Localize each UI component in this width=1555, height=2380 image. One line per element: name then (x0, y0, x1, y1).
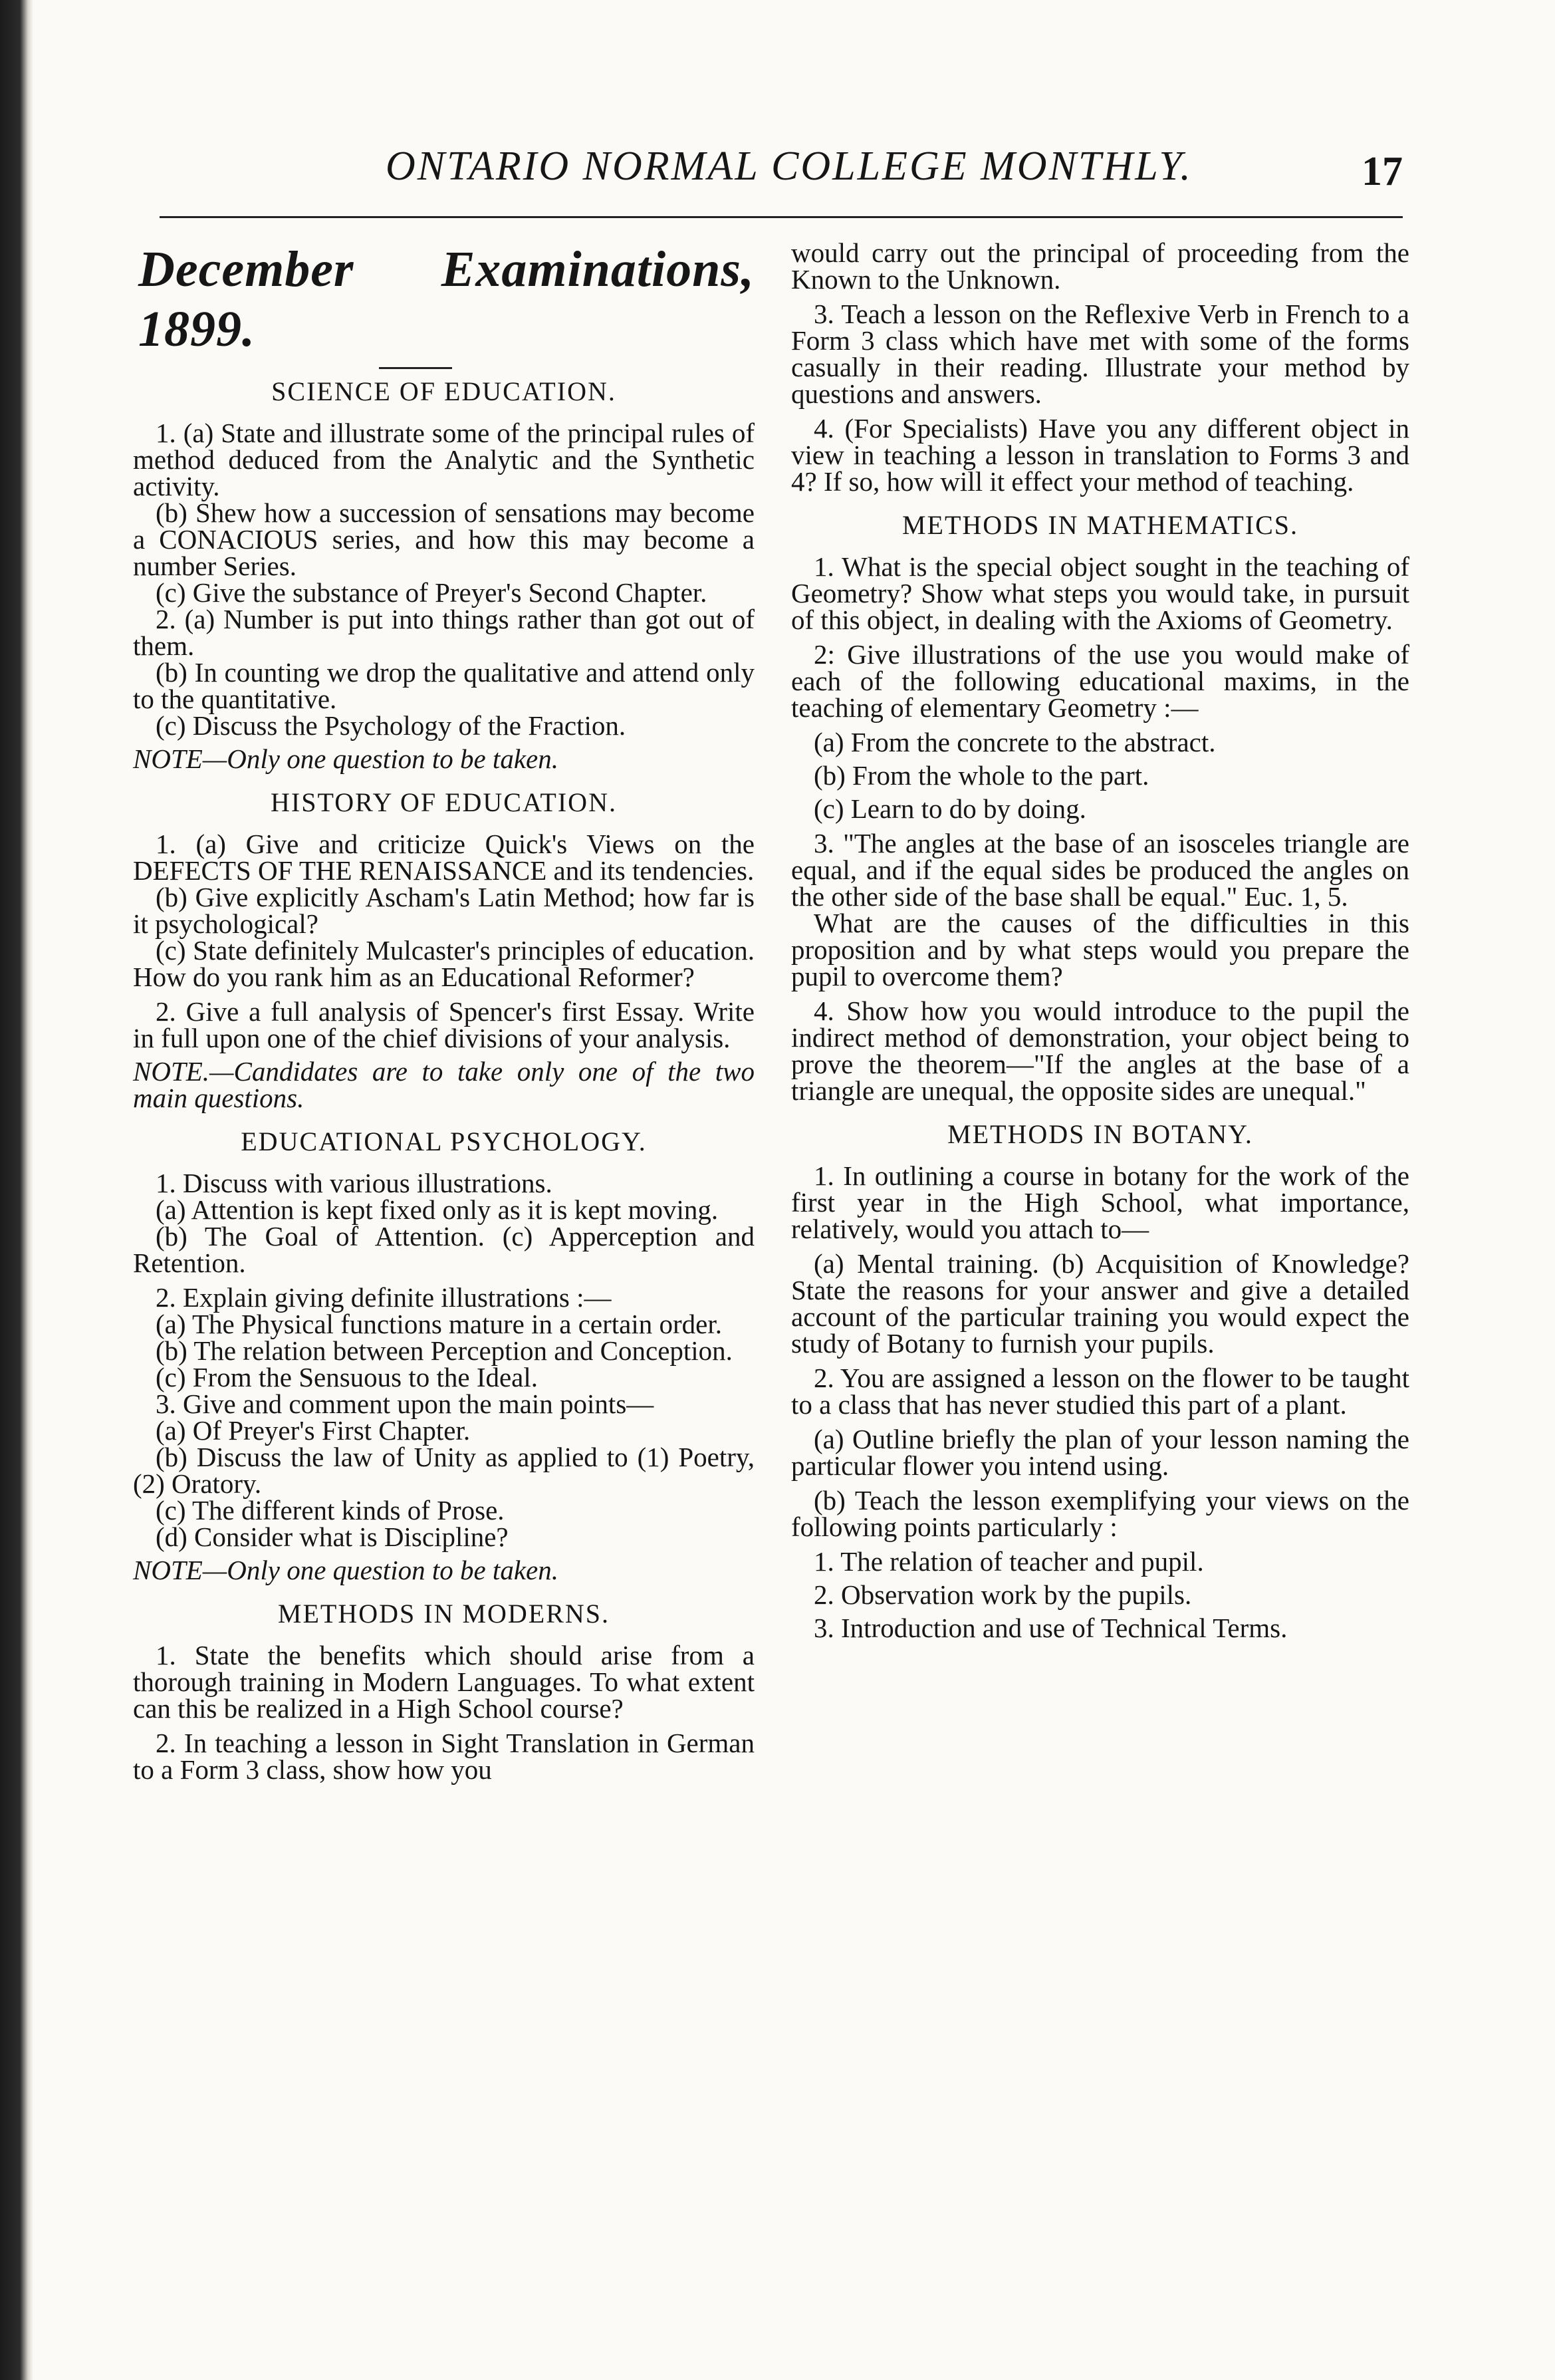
section-heading-history-of-education: HISTORY OF EDUCATION. (271, 787, 617, 817)
points-list (791, 1548, 1409, 1641)
question-paragraph: 1. (a) State and illustrate some of the principal rules of method deduced from the Analytic and the Synthetic activity. (133, 418, 755, 501)
page-number: 17 (1362, 149, 1403, 194)
note: NOTE—Only one question to be taken. (133, 743, 558, 774)
question-paragraph: (b) Shew how a succession of sensations may become a CONACIOUS series, and how this may become a number Series. (133, 497, 755, 581)
exam-title: December Examinations, 1899. (138, 241, 755, 357)
question-paragraph: 1. Discuss with various illustrations. (156, 1168, 552, 1198)
maxims-list (791, 729, 1409, 822)
section-heading-methods-in-mathematics: METHODS IN MATHEMATICS. (901, 510, 1299, 540)
section-heading-science-of-education: SCIENCE OF EDUCATION. (271, 376, 616, 406)
question-paragraph: 1. What is the special object sought in the teaching of Geometry? Show what steps you would take, in pursuit of this object, in dealing with the Axioms of Geometry. (791, 551, 1409, 635)
question-paragraph: (b) The Goal of Attention. (c) Apperception and Retention. (133, 1221, 755, 1278)
list-item: (c) Learn to do by doing. (814, 793, 1086, 824)
title-rule (379, 367, 452, 369)
question-paragraph: 2. You are assigned a lesson on the flower to be taught to a class that has never studied this part of a plant. (791, 1363, 1409, 1420)
list-item: (b) From the whole to the part. (814, 760, 1149, 791)
section-heading-methods-in-botany: METHODS IN BOTANY. (947, 1119, 1253, 1149)
question-paragraph: (a) Of Preyer's First Chapter. (156, 1415, 471, 1446)
question-paragraph: 3. "The angles at the base of an isosceles triangle are equal, and if the equal sides be produced the angles on the other side of the base shall be equal." Euc. 1, 5. (791, 828, 1409, 912)
question-paragraph: (d) Consider what is Discipline? (156, 1521, 509, 1552)
question-paragraph: 4. (For Specialists) Have you any different object in view in teaching a lesson in translation to Forms 3 and 4? If so, how will it effect your method of teaching. (791, 413, 1409, 497)
question-paragraph: (c) Give the substance of Preyer's Second Chapter. (156, 577, 707, 608)
question-paragraph: 3. Give and comment upon the main points— (156, 1388, 654, 1419)
question-paragraph: (a) Attention is kept fixed only as it is kept moving. (156, 1194, 719, 1225)
question-paragraph: (a) The Physical functions mature in a certain order. (156, 1309, 722, 1339)
question-paragraph: (b) In counting we drop the qualitative and attend only to the quantitative. (133, 657, 755, 714)
question-paragraph: 4. Show how you would introduce to the pupil the indirect method of demonstration, your object being to prove the theorem—"If the angles at the base of a triangle are unequal, the opposite sides are unequal." (791, 995, 1409, 1106)
question-paragraph: (a) Outline briefly the plan of your lesson naming the particular flower you intend using. (791, 1424, 1409, 1481)
note: NOTE—Only one question to be taken. (133, 1555, 558, 1585)
question-paragraph: (c) Discuss the Psychology of the Fraction. (156, 710, 626, 741)
question-paragraph: 2: Give illustrations of the use you would make of each of the following educational maxims, in the teaching of elementary Geometry :— (791, 639, 1409, 723)
question-paragraph: (c) From the Sensuous to the Ideal. (156, 1362, 538, 1392)
running-title: ONTARIO NORMAL COLLEGE MONTHLY. (386, 144, 1193, 189)
question-paragraph: 2. (a) Number is put into things rather than got out of them. (133, 604, 755, 661)
question-paragraph: (b) Discuss the law of Unity as applied to (1) Poetry, (2) Oratory. (133, 1442, 755, 1499)
question-paragraph: (c) State definitely Mulcaster's principles of education. How do you rank him as an Educational Reformer? (133, 935, 755, 992)
question-paragraph: 1. In outlining a course in botany for the work of the first year in the High School, what importance, relatively, would you attach to— (791, 1160, 1409, 1244)
note: NOTE.—Candidates are to take only one of the two main questions. (133, 1056, 755, 1113)
question-paragraph: 2. Give a full analysis of Spencer's first Essay. Write in full upon one of the chief divisions of your analysis. (133, 996, 755, 1053)
list-item: 1. The relation of teacher and pupil. (814, 1546, 1204, 1577)
list-item: (a) From the concrete to the abstract. (814, 727, 1216, 757)
page-header (160, 143, 1403, 223)
question-paragraph: (b) Teach the lesson exemplifying your views on the following points particularly : (791, 1485, 1409, 1542)
question-paragraph: (a) Mental training. (b) Acquisition of Knowledge? State the reasons for your answer and give a detailed account of the particular training you would expect the study of Botany to furnish your pupils. (791, 1248, 1409, 1359)
question-paragraph: (c) The different kinds of Prose. (156, 1495, 505, 1525)
question-paragraph: What are the causes of the difficulties in this proposition and by what steps would you prepare the pupil to overcome them? (791, 908, 1409, 992)
question-paragraph: 3. Teach a lesson on the Reflexive Verb in French to a Form 3 class which have met with some of the forms casually in their reading. Illustrate your method by questions and answers. (791, 299, 1409, 409)
question-paragraph: (b) The relation between Perception and Conception. (156, 1335, 733, 1366)
question-paragraph: 2. In teaching a lesson in Sight Translation in German to a Form 3 class, show how you (133, 1728, 755, 1785)
question-paragraph: 2. Explain giving definite illustrations :— (156, 1282, 612, 1313)
section-heading-methods-in-moderns: METHODS IN MODERNS. (277, 1599, 610, 1629)
question-paragraph: would carry out the principal of proceeding from the Known to the Unknown. (791, 237, 1409, 295)
list-item: 2. Observation work by the pupils. (814, 1579, 1192, 1610)
header-rule (160, 216, 1403, 218)
right-column (791, 239, 1409, 1649)
question-paragraph: 1. State the benefits which should arise from a thorough training in Modern Languages. To what extent can this be realized in a High School course? (133, 1640, 755, 1724)
question-paragraph: (b) Give explicitly Ascham's Latin Method; how far is it psychological? (133, 882, 755, 939)
page-binding-edge (0, 0, 33, 2380)
section-heading-educational-psychology: EDUCATIONAL PSYCHOLOGY. (241, 1126, 647, 1156)
list-item: 3. Introduction and use of Technical Terms. (814, 1613, 1288, 1643)
left-column (133, 239, 755, 1783)
question-paragraph: 1. (a) Give and criticize Quick's Views on the DEFECTS OF THE RENAISSANCE and its tendencies. (133, 829, 755, 886)
